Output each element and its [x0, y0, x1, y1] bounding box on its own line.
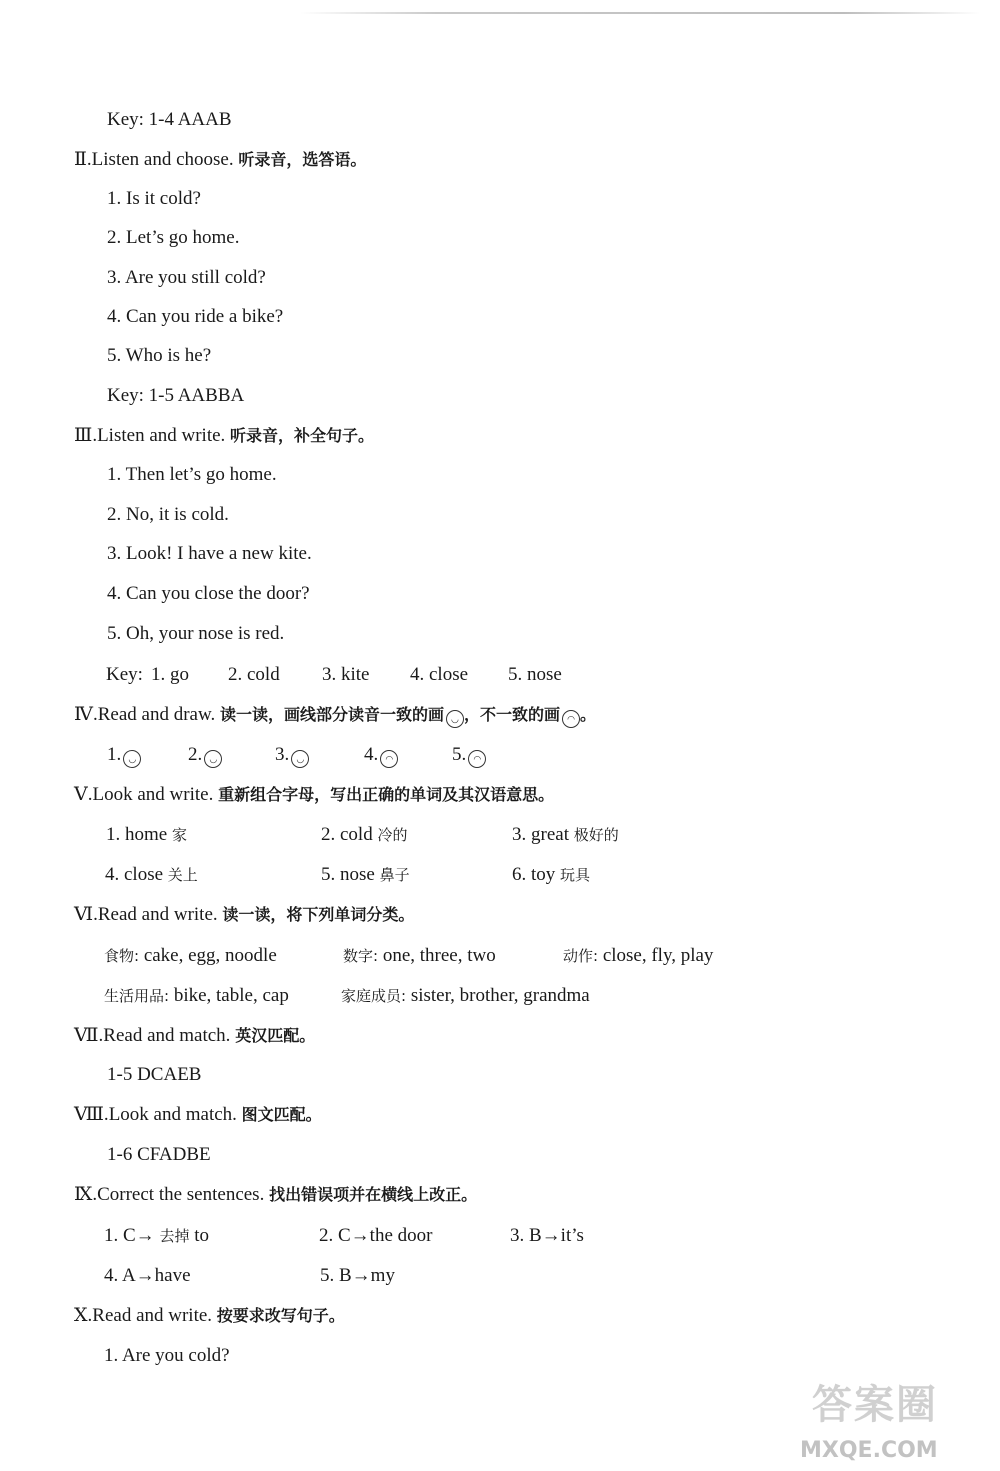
watermark-url: MXQE.COM — [800, 1438, 938, 1463]
section-title-en: Read and write. — [92, 1305, 213, 1326]
answer-number: 3. — [275, 744, 290, 765]
word-cn: 极好的 — [573, 826, 619, 844]
section-title-en: Read and draw. — [97, 704, 216, 725]
section-number: Ⅷ. — [74, 1104, 109, 1125]
category — [104, 936, 277, 976]
answer-item — [107, 735, 141, 775]
list-item: 4. Can you ride a bike? — [107, 306, 284, 327]
watermark-logo — [800, 1373, 980, 1463]
key-item: 2. cold — [228, 664, 280, 685]
word-en: 4. close — [105, 864, 164, 885]
section-title-en: Correct the sentences. — [97, 1184, 265, 1205]
word-cn: 冷的 — [377, 826, 408, 844]
list-item: 1. Then let’s go home. — [107, 464, 277, 485]
section-9-row — [0, 1256, 1000, 1296]
sad-face-icon: ◠ — [380, 750, 398, 768]
word-en: 6. toy — [512, 864, 556, 885]
smile-face-icon: ◡ — [446, 710, 464, 728]
section-title-cn: 读一读，将下列单词分类。 — [222, 905, 415, 924]
section-4-heading — [0, 695, 1000, 735]
section-title-en: Read and write. — [97, 904, 218, 925]
section-3-heading — [0, 416, 1000, 456]
key-item: 4. close — [410, 664, 469, 685]
section-8-heading — [0, 1095, 1000, 1135]
section-title-cn: 读一读，画线部分读音一致的画 — [219, 705, 444, 724]
correction-item: 5. B→my — [320, 1265, 395, 1286]
key-label: Key: — [106, 664, 143, 685]
section-number: Ⅸ. — [74, 1184, 98, 1205]
watermark-text: 答案圈 — [812, 1382, 938, 1428]
section-title-en: Listen and write. — [97, 425, 226, 446]
section-6-row — [0, 936, 1000, 976]
list-item: 3. Are you still cold? — [107, 267, 266, 288]
list-item: 5. Who is he? — [107, 345, 212, 366]
key-item: 1. go — [151, 664, 189, 685]
category — [563, 936, 713, 976]
word-cn: 关上 — [167, 866, 198, 884]
answer-number: 5. — [452, 744, 467, 765]
word-en: 3. great — [512, 824, 569, 845]
list-item: 5. Oh, your nose is red. — [107, 623, 285, 644]
section-title-cn: 图文匹配。 — [241, 1105, 322, 1124]
category — [104, 976, 289, 1016]
word-en: 2. cold — [321, 824, 373, 845]
correction-item: 2. C→the door — [319, 1225, 433, 1246]
section-title-cn: 按要求改写句子。 — [216, 1306, 345, 1325]
correction-en: 1. C→ — [104, 1225, 155, 1246]
section-title-cn-3: 。 — [580, 705, 597, 724]
answer-number: 2. — [188, 744, 203, 765]
section-title-en: Look and write. — [92, 784, 214, 805]
top-rule — [300, 12, 980, 14]
section-2-key: Key: 1-5 AABBA — [107, 385, 245, 406]
section-5-row — [0, 815, 1000, 855]
word-answer — [105, 855, 198, 895]
section-2-heading — [0, 140, 1000, 180]
word-answer — [321, 855, 410, 895]
smile-face-icon: ◡ — [291, 750, 309, 768]
section-5-heading — [0, 775, 1000, 815]
correction-cn: 去掉 — [159, 1227, 190, 1245]
list-item: 3. Look! I have a new kite. — [107, 543, 312, 564]
correction-item — [104, 1216, 209, 1256]
category-words: one, three, two — [382, 945, 496, 966]
category — [341, 976, 590, 1016]
section-title-en: Listen and choose. — [91, 149, 234, 170]
word-cn: 家 — [171, 826, 187, 844]
word-cn: 鼻子 — [379, 866, 410, 884]
section-title-cn: 找出错误项并在横线上改正。 — [269, 1185, 478, 1204]
category-words: close, fly, play — [602, 945, 714, 966]
correction-item: 4. A→have — [104, 1265, 191, 1286]
category — [343, 936, 496, 976]
category-words: sister, brother, grandma — [410, 985, 590, 1006]
category-label: 生活用品: — [104, 987, 170, 1005]
section-number: Ⅴ. — [74, 784, 93, 805]
section-1-key: Key: 1-4 AAAB — [107, 109, 232, 130]
category-label: 家庭成员: — [341, 987, 407, 1005]
smile-face-icon: ◡ — [204, 750, 222, 768]
category-words: bike, table, cap — [173, 985, 289, 1006]
section-title-en: Read and match. — [103, 1025, 231, 1046]
section-7-key: 1-5 DCAEB — [107, 1064, 202, 1085]
section-title-cn: 听录音，补全句子。 — [230, 426, 375, 445]
answer-item — [188, 735, 222, 775]
section-title-en: Look and match. — [108, 1104, 237, 1125]
section-4-answers — [0, 735, 1000, 775]
answer-number: 1. — [107, 744, 122, 765]
list-item: 4. Can you close the door? — [107, 583, 310, 604]
section-title-cn: 重新组合字母，写出正确的单词及其汉语意思。 — [218, 785, 555, 804]
section-3-key — [0, 655, 1000, 695]
section-number: Ⅳ. — [74, 704, 98, 725]
correction-item: 3. B→it’s — [510, 1225, 584, 1246]
key-item: 3. kite — [322, 664, 370, 685]
correction-en: to — [194, 1225, 209, 1246]
section-title-cn-2: ，不一致的画 — [463, 705, 560, 724]
list-item: 1. Are you cold? — [104, 1345, 230, 1366]
word-answer — [321, 815, 407, 855]
category-words: cake, egg, noodle — [143, 945, 277, 966]
section-7-heading — [0, 1016, 1000, 1056]
list-item: 2. No, it is cold. — [107, 504, 229, 525]
section-number: Ⅹ. — [74, 1305, 93, 1326]
answer-item — [452, 735, 486, 775]
section-6-row — [0, 976, 1000, 1016]
sad-face-icon: ◠ — [468, 750, 486, 768]
category-label: 动作: — [563, 947, 599, 965]
section-8-key: 1-6 CFADBE — [107, 1144, 211, 1165]
list-item: 2. Let’s go home. — [107, 227, 240, 248]
section-9-heading — [0, 1175, 1000, 1215]
key-item: 5. nose — [508, 664, 562, 685]
word-answer — [512, 815, 619, 855]
category-label: 数字: — [343, 947, 379, 965]
section-number: Ⅵ. — [74, 904, 98, 925]
word-answer — [106, 815, 187, 855]
answer-number: 4. — [364, 744, 379, 765]
section-number: Ⅶ. — [74, 1025, 104, 1046]
section-10-heading — [0, 1296, 1000, 1336]
answer-item — [275, 735, 309, 775]
section-5-row — [0, 855, 1000, 895]
section-6-heading — [0, 895, 1000, 935]
category-label: 食物: — [104, 947, 140, 965]
answer-item — [364, 735, 398, 775]
section-number: Ⅱ. — [74, 149, 92, 170]
section-title-cn: 英汉匹配。 — [235, 1026, 316, 1045]
section-number: Ⅲ. — [74, 425, 98, 446]
section-9-row — [0, 1216, 1000, 1256]
word-answer — [512, 855, 590, 895]
word-en: 1. home — [106, 824, 168, 845]
list-item: 1. Is it cold? — [107, 188, 201, 209]
word-en: 5. nose — [321, 864, 375, 885]
section-title-cn: 听录音，选答语。 — [238, 150, 367, 169]
word-cn: 玩具 — [560, 866, 591, 884]
sad-face-icon: ◠ — [562, 710, 580, 728]
smile-face-icon: ◡ — [123, 750, 141, 768]
